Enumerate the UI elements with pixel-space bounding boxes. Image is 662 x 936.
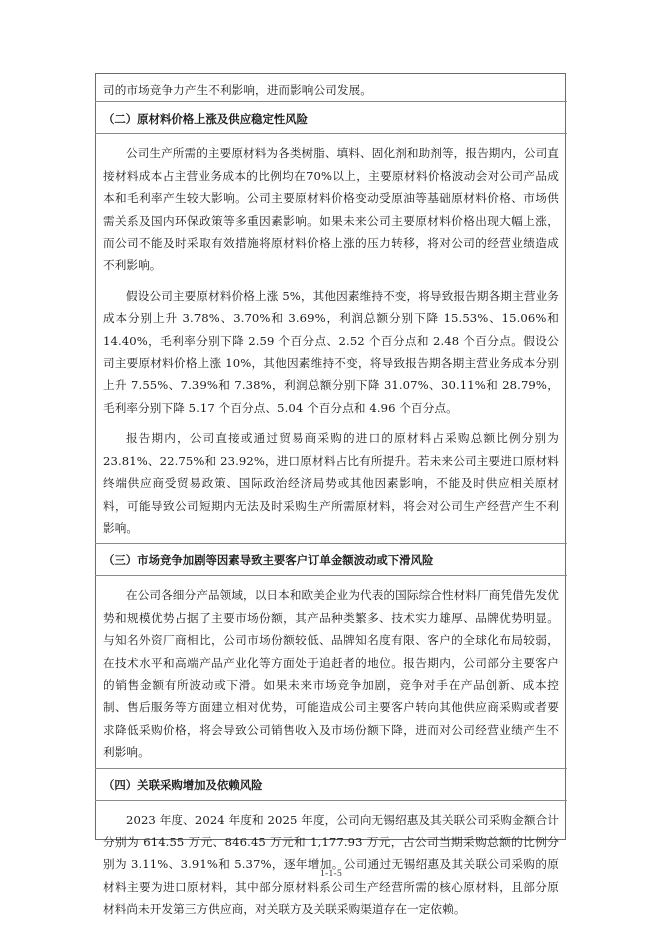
paragraph-gap [103, 801, 559, 809]
paragraph-gap [103, 134, 559, 142]
paragraph-gap [103, 277, 559, 285]
section-heading-market-competition-risk: （三）市场竞争加剧等因素导致主要客户订单金额波动或下滑风险 [103, 553, 434, 568]
paragraph: 报告期内，公司直接或通过贸易商采购的进口的原材料占采购总额比例分别为 23.81%、22.75%和 23.92%，进口原材料占比有所提升。若未来公司主要进口原材料终端供应商受贸易政策、国际政治经济局势或其他因素影响，不能及时供应相关原材料，可能导致公司短期内无法及时采购生产所需原材料，将会对公司生产经营产生不利影响。 [103, 431, 559, 535]
paragraph-gap [103, 576, 559, 584]
paragraph: 公司生产所需的主要原材料为各类树脂、填料、固化剂和助剂等，报告期内，公司直接材料成本占主营业务成本的比例均在70%以上，主要原材料价格波动会对公司产品成本和毛利率产生较大影响。公司主要原材料价格变动受原油等基础原材料价格、市场供需关系及国内环保政策等多重因素影响。如果未来公司主要原材料价格出现大幅上涨，而公司不能及时采取有效措施将原材料价格上涨的压力转移，将对公司的经营业绩造成不利影响。 [103, 146, 559, 273]
document-body [103, 79, 559, 921]
paragraph: 2023 年度、2024 年度和 2025 年度，公司向无锡绍惠及其关联公司采购金额合计分别为 614.55 万元、846.45 万元和 1,177.93 万元，占公司当期采购总额的比例分别为 3.11%、3.91%和 5.37%，逐年增加。公司通过无锡绍惠及其关联公司采购的原材料主要为进口原材料，其中部分原材料系公司生产经营所需的核心原材料，且部分原材料尚未开发第三方供应商，对关联方及关联采购渠道存在一定依赖。 [103, 812, 559, 917]
section-divider [95, 768, 567, 769]
intro-continuation-text: 司的市场竞争力产生不利影响，进而影响公司发展。 [103, 83, 372, 97]
section-heading-raw-material-risk: （二）原材料价格上涨及供应稳定性风险 [103, 112, 309, 127]
paragraph: 假设公司主要原材料价格上涨 5%，其他因素维持不变，将导致报告期各期主营业务成本分别上升 3.78%、3.70%和 3.69%，利润总额分别下降 15.53%、15.06%和 14.40%，毛利率分别下降 2.59 个百分点、2.52 个百分点和 2.48 个百分点。假设公司主要原材料价格上涨 10%，其他因素维持不变，将导致报告期各期主营业务成本分别上升 7.55%、7.39%和 7.38%，利润总额分别下降 31.07%、30.11%和 28.79%，毛利率分别下降 5.17 个百分点、5.04 个百分点和 4.96 个百分点。 [103, 288, 559, 415]
page-number: 1-1-5 [319, 869, 343, 879]
section-divider [95, 543, 567, 544]
paragraph-gap [103, 419, 559, 427]
paragraph: 在公司各细分产品领域，以日本和欧美企业为代表的国际综合性材料厂商凭借先发优势和规模优势占据了主要市场份额，其产品种类繁多、技术实力雄厚、品牌优势明显。与知名外资厂商相比，公司市场份额较低、品牌知名度有限、客户的全球化布局较弱，在技术水平和高端产品产业化等方面处于追赶者的地位。报告期内，公司部分主要客户的销售金额有所波动或下滑。如果未来市场竞争加剧，竞争对手在产品创新、成本控制、售后服务等方面建立相对优势，可能造成公司主要客户转向其他供应商采购或者要求降低采购价格，将会导致公司销售收入及市场份额下降，进而对公司经营业绩产生不利影响。 [103, 588, 559, 760]
section-divider [95, 101, 567, 102]
section-heading-related-purchase-risk: （四）关联采购增加及依赖风险 [103, 777, 263, 792]
